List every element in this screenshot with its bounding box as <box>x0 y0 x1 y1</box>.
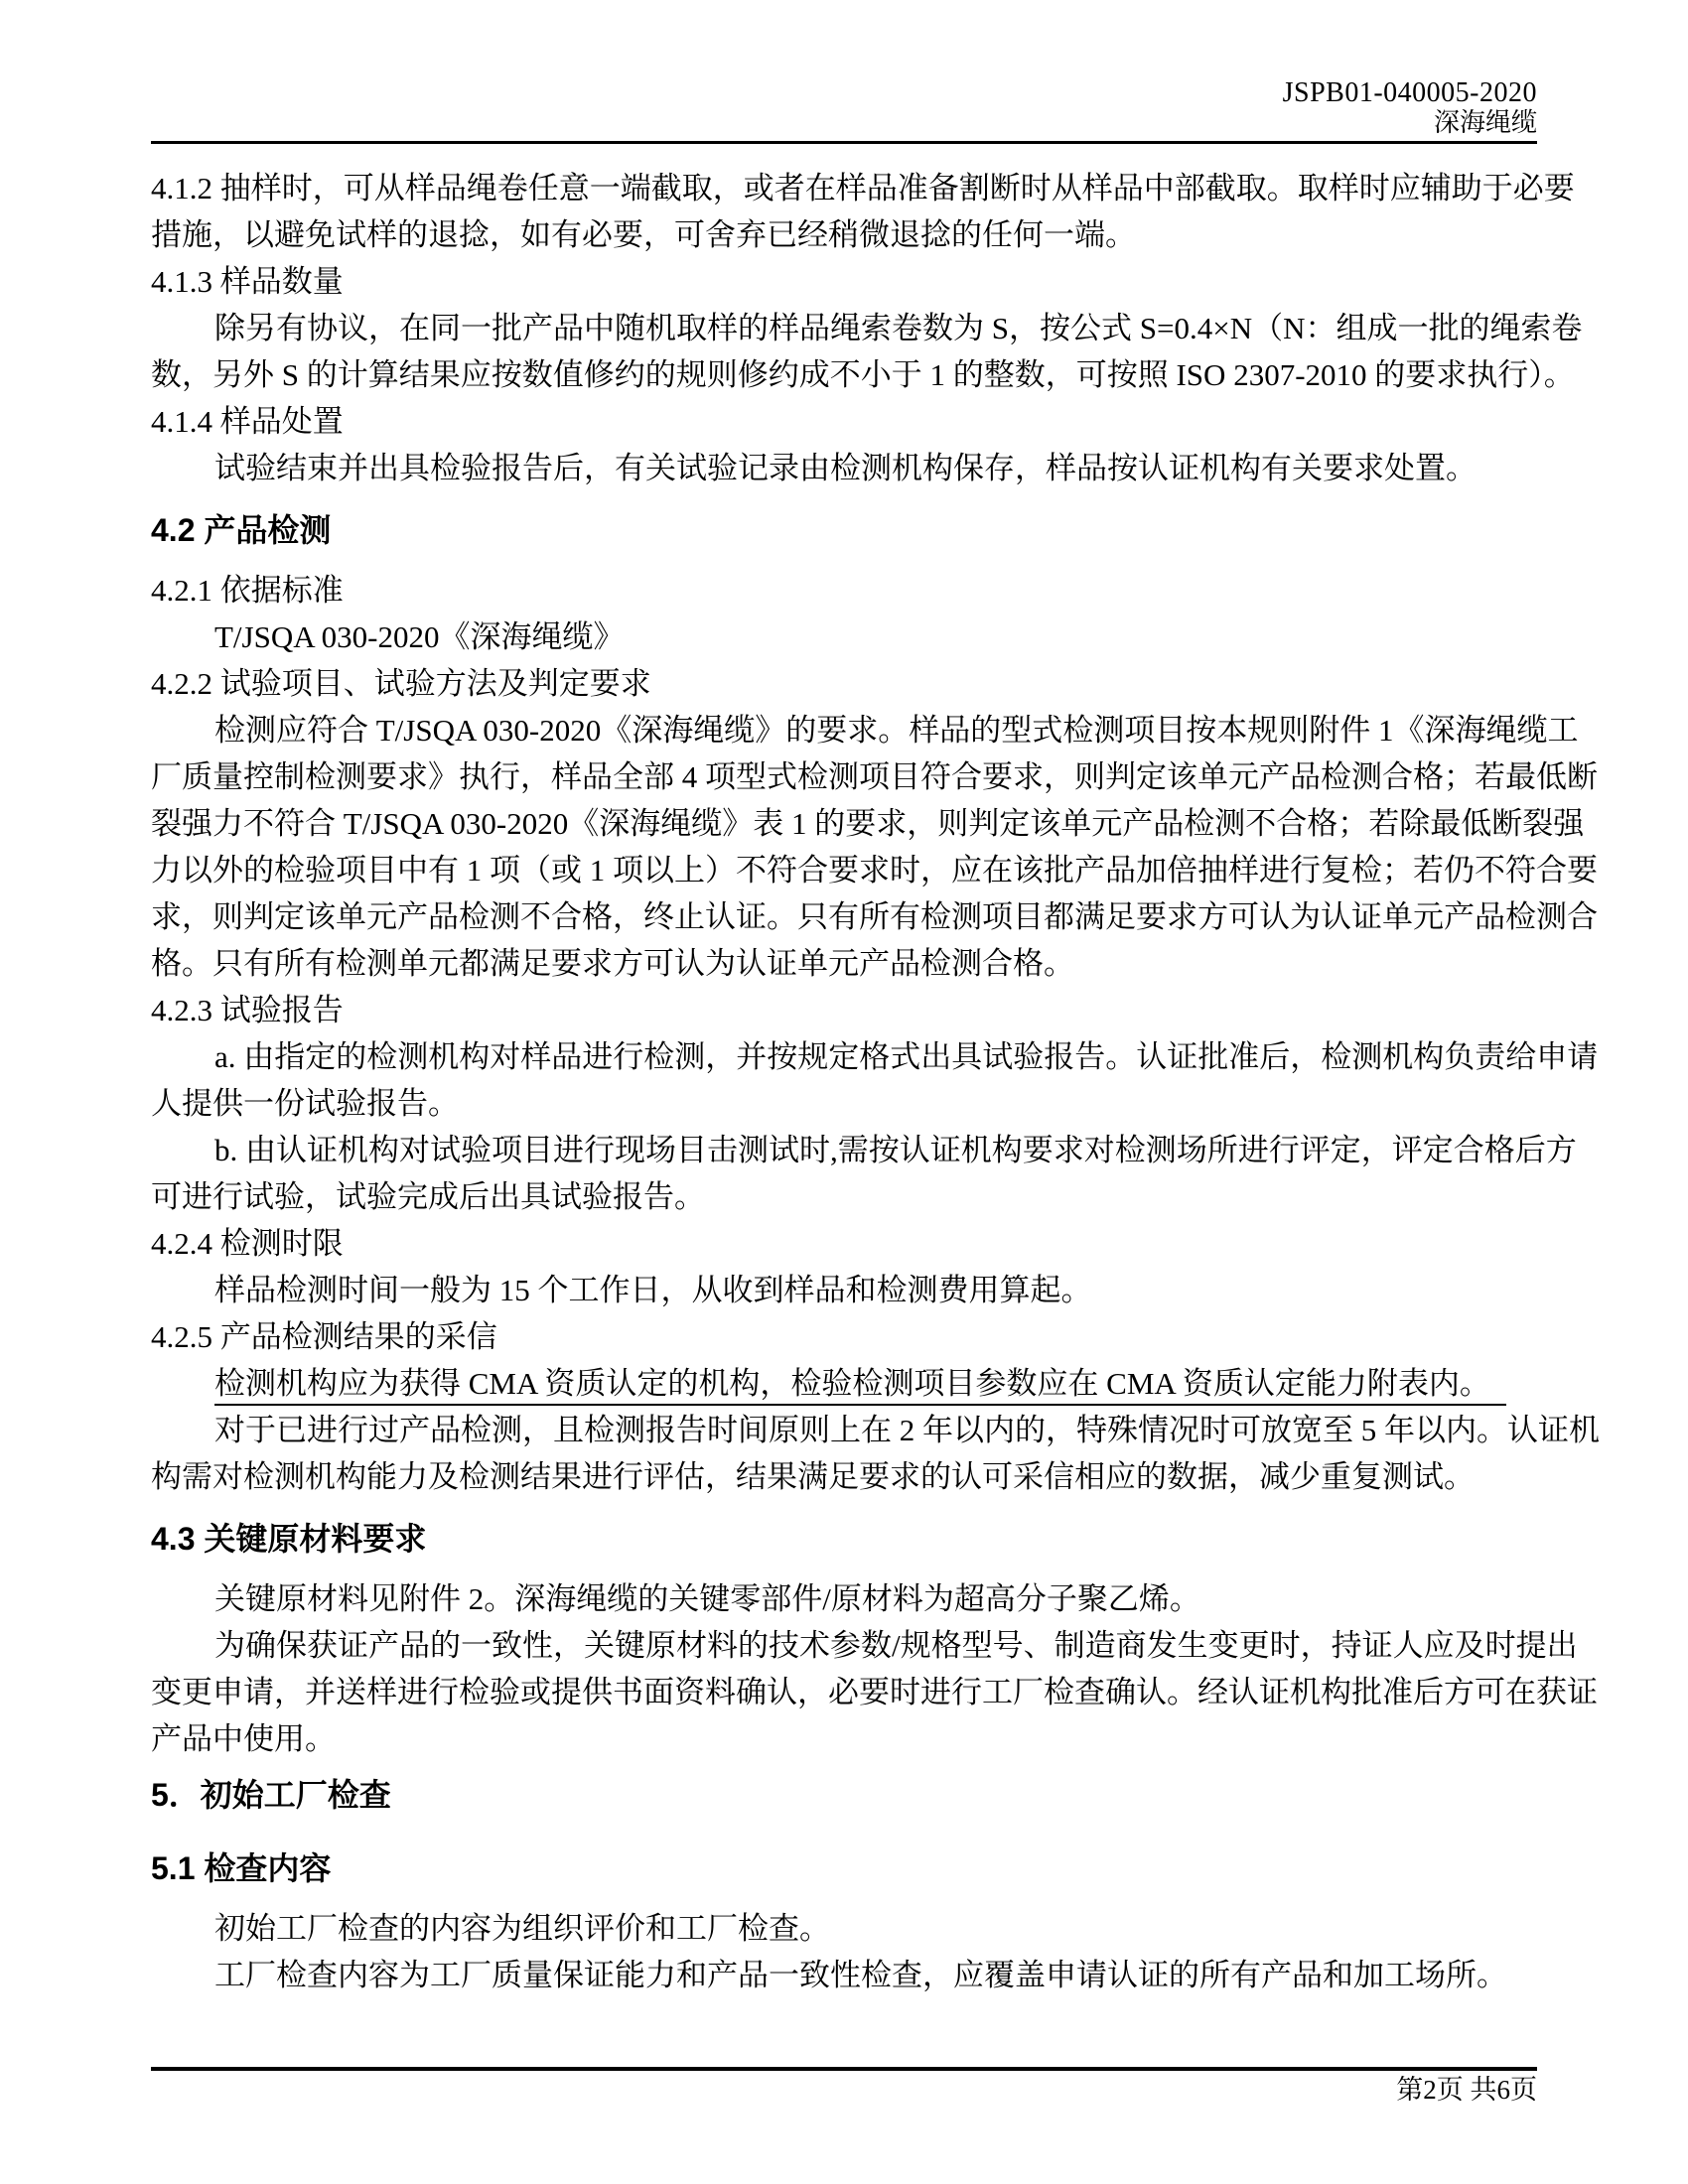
underlined-text: 检测机构应为获得 CMA 资质认定的机构，检验检测项目参数应在 CMA 资质认定能力附表内。 <box>214 1366 1506 1406</box>
body-line: 关键原材料见附件 2。深海绳缆的关键零部件/原材料为超高分子聚乙烯。 <box>214 1581 1200 1616</box>
body-line: 4.2.4 检测时限 <box>151 1226 344 1261</box>
body-line: b. 由认证机构对试验项目进行现场目击测试时,需按认证机构要求对检测场所进行评定，评定合格后方 <box>214 1133 1577 1167</box>
body-line: 变更申请，并送样进行检验或提供书面资料确认，必要时进行工厂检查确认。经认证机构批准后方可在获证 <box>151 1675 1598 1709</box>
body-line: 4.1.2 抽样时，可从样品绳卷任意一端截取，或者在样品准备割断时从样品中部截取。取样时应辅助于必要 <box>151 171 1575 205</box>
body-line: 除另有协议，在同一批产品中随机取样的样品绳索卷数为 S，按公式 S=0.4×N（N：组成一批的绳索卷 <box>214 311 1583 345</box>
body-line: 4.2.3 试验报告 <box>151 993 344 1027</box>
body-line: 求，则判定该单元产品检测不合格，终止认证。只有所有检测项目都满足要求方可认为认证单元产品检测合 <box>151 899 1598 934</box>
body-line: 裂强力不符合 T/JSQA 030-2020《深海绳缆》表 1 的要求，则判定该单元产品检测不合格；若除最低断裂强 <box>151 806 1585 841</box>
document-number: JSPB01-040005-2020 <box>1282 77 1537 108</box>
section-heading: 4.3 关键原材料要求 <box>151 1521 427 1557</box>
body-line: 可进行试验，试验完成后出具试验报告。 <box>151 1179 705 1214</box>
body-line: 4.1.3 样品数量 <box>151 264 344 299</box>
body-line: 产品中使用。 <box>151 1721 336 1756</box>
body-line: a. 由指定的检测机构对样品进行检测，并按规定格式出具试验报告。认证批准后，检测机构负责给申请 <box>214 1039 1599 1074</box>
body-line: 试验结束并出具检验报告后，有关试验记录由检测机构保存，样品按认证机构有关要求处置。 <box>214 451 1477 485</box>
body-line: 构需对检测机构能力及检测结果进行评估，结果满足要求的认可采信相应的数据，减少重复测试。 <box>151 1459 1475 1494</box>
body-line: 为确保获证产品的一致性，关键原材料的技术参数/规格型号、制造商发生变更时，持证人应及时提出 <box>214 1628 1578 1663</box>
body-line: 初始工厂检查的内容为组织评价和工厂检查。 <box>214 1911 830 1946</box>
body-line: 工厂检查内容为工厂质量保证能力和产品一致性检查，应覆盖申请认证的所有产品和加工场所。 <box>214 1958 1507 1992</box>
document-title: 深海绳缆 <box>1433 108 1537 137</box>
body-line <box>151 1360 1537 1407</box>
body-line: 4.2.2 试验项目、试验方法及判定要求 <box>151 666 651 701</box>
body-line: 检测应符合 T/JSQA 030-2020《深海绳缆》的要求。样品的型式检测项目按本规则附件 1《深海绳缆工 <box>214 713 1579 748</box>
body-line: T/JSQA 030-2020《深海绳缆》 <box>214 619 625 654</box>
body-line: 力以外的检验项目中有 1 项（或 1 项以上）不符合要求时，应在该批产品加倍抽样进行复检；若仍不符合要 <box>151 853 1598 887</box>
page-footer <box>151 2067 1537 2105</box>
section-heading: 4.2 产品检测 <box>151 512 332 548</box>
body-line: 4.2.5 产品检测结果的采信 <box>151 1319 497 1354</box>
body-line: 人提供一份试验报告。 <box>151 1086 459 1121</box>
document-body <box>0 144 1688 1998</box>
body-line: 格。只有所有检测单元都满足要求方可认为认证单元产品检测合格。 <box>151 946 1074 981</box>
body-line: 措施，以避免试样的退捻，如有必要，可舍弃已经稍微退捻的任何一端。 <box>151 217 1136 252</box>
body-line: 对于已进行过产品检测，且检测报告时间原则上在 2 年以内的，特殊情况时可放宽至 5 年以内。认证机 <box>214 1413 1600 1447</box>
footer-rule <box>151 2067 1537 2071</box>
page-number: 第2页 共6页 <box>1396 2075 1537 2105</box>
page-header <box>0 0 1688 138</box>
section-heading: 5．初始工厂检查 <box>151 1777 391 1813</box>
section-heading: 5.1 检查内容 <box>151 1850 332 1886</box>
body-line: 样品检测时间一般为 15 个工作日，从收到样品和检测费用算起。 <box>214 1273 1092 1307</box>
body-line: 数，另外 S 的计算结果应按数值修约的规则修约成不小于 1 的整数，可按照 ISO 2307-2010 的要求执行）。 <box>151 357 1575 392</box>
body-line: 厂质量控制检测要求》执行，样品全部 4 项型式检测项目符合要求，则判定该单元产品检测合格；若最低断 <box>151 759 1598 794</box>
body-line: 4.1.4 样品处置 <box>151 404 344 439</box>
body-line: 4.2.1 依据标准 <box>151 573 344 608</box>
